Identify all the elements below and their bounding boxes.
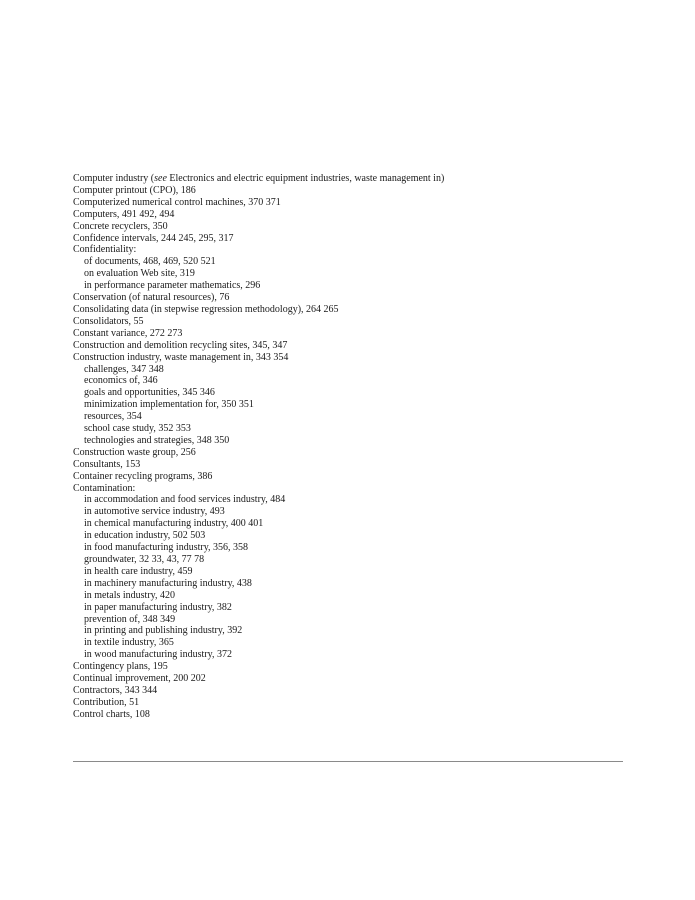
index-subentry: in printing and publishing industry, 392 [84, 625, 243, 637]
index-subentry: in metals industry, 420 [84, 589, 176, 601]
index-entry: Construction waste group, 256 [73, 446, 196, 458]
index-entry: Computer printout (CPO), 186 [73, 184, 196, 196]
index-subentry: school case study, 352 353 [84, 423, 191, 435]
index-subentry: goals and opportunities, 345 346 [84, 387, 215, 399]
index-subentry: technologies and strategies, 348 350 [84, 434, 230, 446]
index-entry: Conservation (of natural resources), 76 [73, 292, 230, 304]
index-entry: Construction industry, waste management in, 343 354 [73, 351, 289, 363]
index-subentry: in automotive service industry, 493 [84, 506, 225, 518]
index-list [73, 173, 633, 721]
index-subentry: economics of, 346 [84, 375, 158, 387]
index-entry: Control charts, 108 [73, 708, 150, 720]
index-subentry: in machinery manufacturing industry, 438 [84, 577, 252, 589]
index-subentry: in chemical manufacturing industry, 400 401 [84, 518, 264, 530]
index-entry: Construction and demolition recycling sites, 345, 347 [73, 339, 288, 351]
index-subentry: resources, 354 [84, 411, 142, 423]
index-entry [73, 173, 633, 185]
index-subentry: in education industry, 502 503 [84, 530, 206, 542]
index-entry: Consultants, 153 [73, 458, 141, 470]
index-subentry: of documents, 468, 469, 520 521 [84, 256, 216, 268]
index-entry: Container recycling programs, 386 [73, 470, 213, 482]
index-subentry: minimization implementation for, 350 351 [84, 399, 254, 411]
entry-text: Electronics and electric equipment industries, waste management in) [166, 173, 445, 184]
index-entry: Computers, 491 492, 494 [73, 208, 175, 220]
index-subentry: in textile industry, 365 [84, 637, 174, 649]
footer-divider [73, 761, 623, 762]
index-subentry: in performance parameter mathematics, 296 [84, 280, 261, 292]
index-subentry: prevention of, 348 349 [84, 613, 176, 625]
index-entry: Consolidators, 55 [73, 315, 144, 327]
index-entry: Computerized numerical control machines, 370 371 [73, 196, 281, 208]
index-subentry: in accommodation and food services industry, 484 [84, 494, 286, 506]
index-entry: Contractors, 343 344 [73, 684, 158, 696]
index-subentry: on evaluation Web site, 319 [84, 268, 195, 280]
index-subentry: groundwater, 32 33, 43, 77 78 [84, 554, 205, 565]
index-entry: Continual improvement, 200 202 [73, 673, 206, 685]
index-subentry: in food manufacturing industry, 356, 358 [84, 542, 249, 554]
entry-text: Computer industry ( [73, 173, 155, 184]
index-entry: Constant variance, 272 273 [73, 327, 183, 339]
index-entry: Contingency plans, 195 [73, 661, 168, 673]
index-subentry: in wood manufacturing industry, 372 [84, 649, 232, 661]
index-subentry: in paper manufacturing industry, 382 [84, 601, 232, 613]
see-reference: see [154, 173, 167, 184]
index-subentry: in health care industry, 459 [84, 565, 193, 577]
index-entry: Confidence intervals, 244 245, 295, 317 [73, 232, 234, 244]
index-entry: Contamination: [73, 482, 136, 494]
index-subentry: challenges, 347 348 [84, 363, 164, 375]
index-entry: Consolidating data (in stepwise regression methodology), 264 265 [73, 303, 339, 315]
index-entry: Concrete recyclers, 350 [73, 220, 168, 232]
index-entry: Confidentiality: [73, 244, 137, 256]
index-entry: Contribution, 51 [73, 696, 140, 708]
